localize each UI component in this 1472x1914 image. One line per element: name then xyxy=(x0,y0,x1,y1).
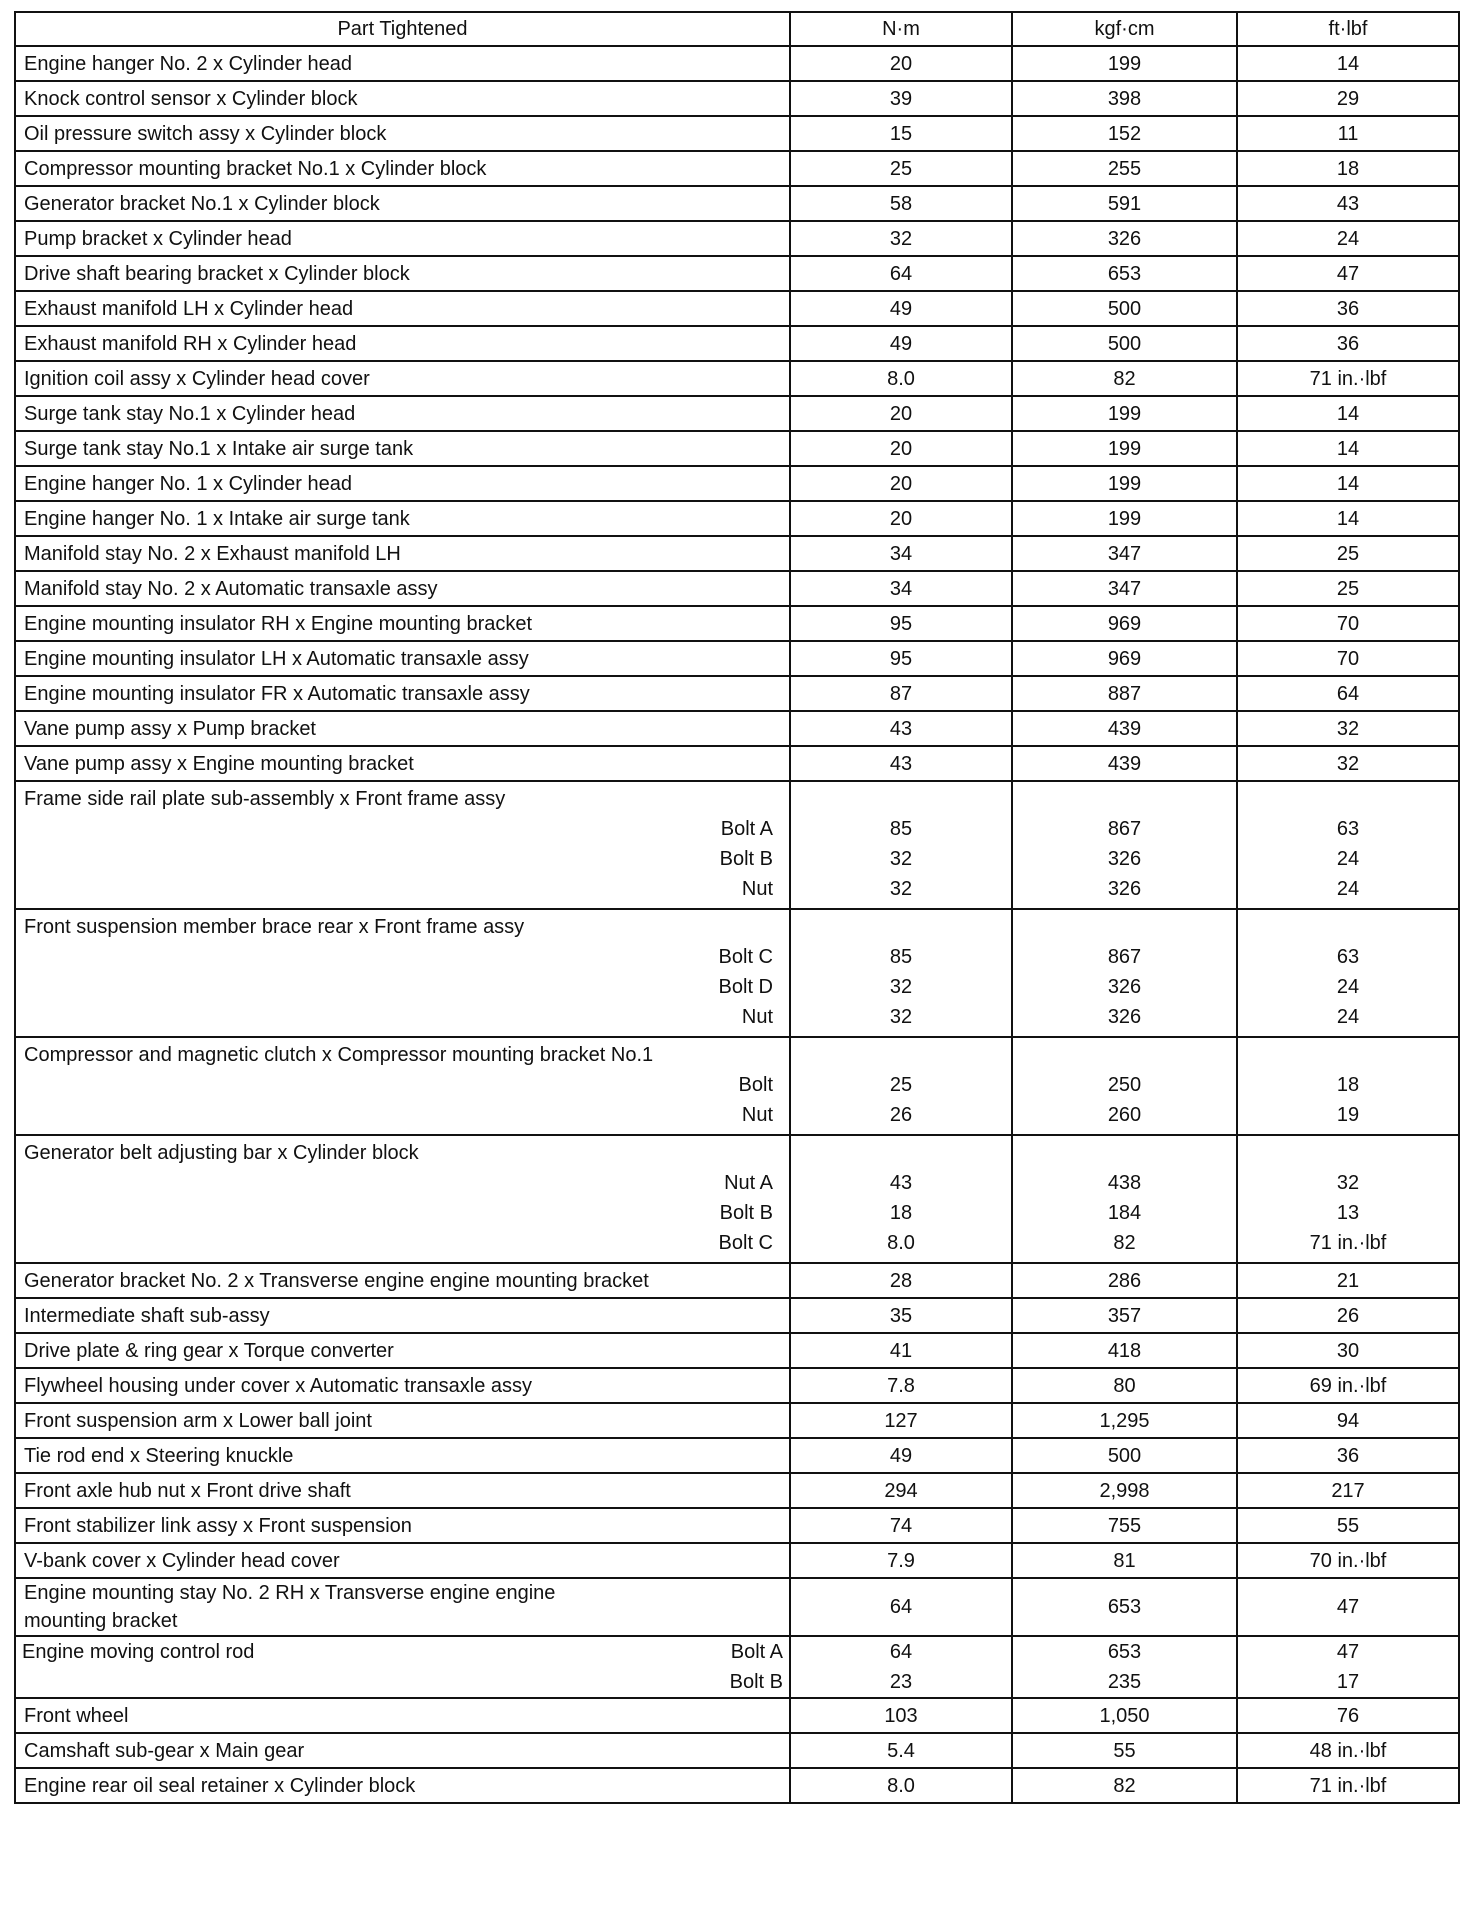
nm-cell: 58 xyxy=(790,186,1012,221)
ft-lbf-value: 24 xyxy=(1336,848,1360,870)
part-cell: Engine mounting insulator LH x Automatic transaxle assy xyxy=(15,641,790,676)
fastener-label-text: Nut xyxy=(741,878,773,900)
fastener-label-text: Bolt B xyxy=(729,1671,783,1693)
ft-lbf-cell: 30 xyxy=(1237,1333,1459,1368)
kgf-cm-cell: 755 xyxy=(1012,1508,1237,1543)
fastener-label xyxy=(24,814,783,844)
part-cell: Intermediate shaft sub-assy xyxy=(15,1298,790,1333)
blank-line xyxy=(1013,784,1236,814)
table-row xyxy=(15,1438,1459,1473)
kgf-cm-cell: 439 xyxy=(1012,746,1237,781)
nm-cell: 74 xyxy=(790,1508,1012,1543)
kgf-cm-cell: 969 xyxy=(1012,606,1237,641)
ft-lbf-cell: 43 xyxy=(1237,186,1459,221)
kgf-cm-cell: 357 xyxy=(1012,1298,1237,1333)
nm-cell: 20 xyxy=(790,396,1012,431)
kgf-cm-value: 867 xyxy=(1107,946,1142,968)
fastener-label-text: Bolt B xyxy=(719,1202,773,1224)
fastener-label xyxy=(24,972,783,1002)
ft-lbf-value: 24 xyxy=(1336,976,1360,998)
ft-lbf-cell: 11 xyxy=(1237,116,1459,151)
table-row xyxy=(15,116,1459,151)
nm-value: 32 xyxy=(889,878,913,900)
group-row xyxy=(15,1037,1459,1135)
ft-lbf-cell: 36 xyxy=(1237,1438,1459,1473)
nm-cell: 15 xyxy=(790,116,1012,151)
part-cell: Ignition coil assy x Cylinder head cover xyxy=(15,361,790,396)
part-cell: Drive shaft bearing bracket x Cylinder block xyxy=(15,256,790,291)
ft-lbf-cell xyxy=(1237,1135,1459,1263)
ft-lbf-cell: 94 xyxy=(1237,1403,1459,1438)
nm-cell: 20 xyxy=(790,501,1012,536)
group-title: Compressor and magnetic clutch x Compressor mounting bracket No.1 xyxy=(24,1044,654,1066)
kgf-cm-cell: 152 xyxy=(1012,116,1237,151)
nm-cell: 87 xyxy=(790,676,1012,711)
group-row xyxy=(15,1135,1459,1263)
ft-lbf-value: 24 xyxy=(1336,1006,1360,1028)
kgf-cm-cell: 969 xyxy=(1012,641,1237,676)
nm-value: 8.0 xyxy=(887,1232,915,1254)
table-row xyxy=(15,256,1459,291)
part-cell: Manifold stay No. 2 x Automatic transaxle assy xyxy=(15,571,790,606)
table-row xyxy=(15,536,1459,571)
table-row xyxy=(15,1473,1459,1508)
nm-cell xyxy=(790,1636,1012,1698)
part-cell: Surge tank stay No.1 x Cylinder head xyxy=(15,396,790,431)
part-cell: Engine mounting insulator FR x Automatic transaxle assy xyxy=(15,676,790,711)
kgf-cm-value: 326 xyxy=(1107,848,1142,870)
kgf-cm-value: 653 xyxy=(1107,1641,1142,1663)
nm-cell: 49 xyxy=(790,291,1012,326)
kgf-cm-value: 438 xyxy=(1107,1172,1142,1194)
nm-value: 43 xyxy=(889,1172,913,1194)
nm-value: 23 xyxy=(889,1671,913,1693)
table-row xyxy=(15,746,1459,781)
ft-lbf-cell: 26 xyxy=(1237,1298,1459,1333)
table-body xyxy=(15,46,1459,1803)
group-part-cell xyxy=(15,1636,790,1698)
nm-cell: 43 xyxy=(790,711,1012,746)
ft-lbf-cell: 70 in.·lbf xyxy=(1237,1543,1459,1578)
group-row xyxy=(15,909,1459,1037)
ft-lbf-value: 24 xyxy=(1336,878,1360,900)
nm-value: 85 xyxy=(889,818,913,840)
kgf-cm-cell: 887 xyxy=(1012,676,1237,711)
ft-lbf-cell xyxy=(1237,1636,1459,1698)
kgf-cm-cell xyxy=(1012,1135,1237,1263)
kgf-cm-cell: 439 xyxy=(1012,711,1237,746)
part-cell: Engine hanger No. 1 x Intake air surge tank xyxy=(15,501,790,536)
ft-lbf-cell: 24 xyxy=(1237,221,1459,256)
fastener-label xyxy=(24,1100,783,1130)
nm-value: 32 xyxy=(889,976,913,998)
kgf-cm-cell: 398 xyxy=(1012,81,1237,116)
kgf-cm-cell: 199 xyxy=(1012,431,1237,466)
kgf-cm-cell xyxy=(1012,781,1237,909)
part-cell: Vane pump assy x Engine mounting bracket xyxy=(15,746,790,781)
part-cell: Compressor mounting bracket No.1 x Cylinder block xyxy=(15,151,790,186)
part-cell: Drive plate & ring gear x Torque converter xyxy=(15,1333,790,1368)
kgf-cm-cell: 199 xyxy=(1012,396,1237,431)
fastener-label-text: Bolt C xyxy=(718,946,773,968)
kgf-cm-cell: 2,998 xyxy=(1012,1473,1237,1508)
fastener-label-text: Nut A xyxy=(724,1172,773,1194)
nm-cell: 8.0 xyxy=(790,361,1012,396)
group-part-cell xyxy=(15,1037,790,1135)
table-row xyxy=(15,291,1459,326)
table-row xyxy=(15,1368,1459,1403)
ft-lbf-cell: 70 xyxy=(1237,606,1459,641)
part-cell: Manifold stay No. 2 x Exhaust manifold LH xyxy=(15,536,790,571)
part-cell: Generator bracket No. 2 x Transverse engine engine mounting bracket xyxy=(15,1263,790,1298)
table-row xyxy=(15,221,1459,256)
ft-lbf-cell: 55 xyxy=(1237,1508,1459,1543)
part-cell: Camshaft sub-gear x Main gear xyxy=(15,1733,790,1768)
blank-line xyxy=(791,784,1011,814)
table-row xyxy=(15,1263,1459,1298)
part-cell: Exhaust manifold LH x Cylinder head xyxy=(15,291,790,326)
part-cell: Flywheel housing under cover x Automatic transaxle assy xyxy=(15,1368,790,1403)
fastener-label xyxy=(24,1002,783,1032)
nm-cell: 103 xyxy=(790,1698,1012,1733)
kgf-cm-value: 326 xyxy=(1107,976,1142,998)
kgf-cm-value: 326 xyxy=(1107,1006,1142,1028)
ft-lbf-cell xyxy=(1237,909,1459,1037)
table-row xyxy=(15,1403,1459,1438)
nm-cell: 5.4 xyxy=(790,1733,1012,1768)
ft-lbf-value: 63 xyxy=(1336,946,1360,968)
nm-cell: 25 xyxy=(790,151,1012,186)
kgf-cm-cell: 653 xyxy=(1012,256,1237,291)
blank-line xyxy=(1013,1040,1236,1070)
fastener-label-text: Nut xyxy=(741,1104,773,1126)
nm-cell: 32 xyxy=(790,221,1012,256)
kgf-cm-cell: 591 xyxy=(1012,186,1237,221)
nm-cell xyxy=(790,1037,1012,1135)
kgf-cm-value: 82 xyxy=(1113,1232,1136,1254)
kgf-cm-cell: 418 xyxy=(1012,1333,1237,1368)
ft-lbf-cell: 14 xyxy=(1237,431,1459,466)
table-row xyxy=(15,1733,1459,1768)
blank-line xyxy=(791,912,1011,942)
ft-lbf-cell: 48 in.·lbf xyxy=(1237,1733,1459,1768)
nm-cell: 20 xyxy=(790,46,1012,81)
part-cell: Pump bracket x Cylinder head xyxy=(15,221,790,256)
group-part-cell xyxy=(15,909,790,1037)
table-row xyxy=(15,606,1459,641)
nm-value: 32 xyxy=(889,1006,913,1028)
nm-value: 25 xyxy=(889,1074,913,1096)
nm-cell xyxy=(790,1135,1012,1263)
nm-cell: 43 xyxy=(790,746,1012,781)
nm-cell: 20 xyxy=(790,431,1012,466)
kgf-cm-cell: 199 xyxy=(1012,466,1237,501)
kgf-cm-cell: 82 xyxy=(1012,361,1237,396)
table-row xyxy=(15,361,1459,396)
part-cell: Generator bracket No.1 x Cylinder block xyxy=(15,186,790,221)
fastener-label-text: Bolt B xyxy=(719,848,773,870)
nm-cell: 294 xyxy=(790,1473,1012,1508)
nm-cell: 35 xyxy=(790,1298,1012,1333)
table-row xyxy=(15,1333,1459,1368)
group-title: Engine moving control rod xyxy=(22,1641,255,1663)
table-row xyxy=(15,431,1459,466)
nm-cell: 41 xyxy=(790,1333,1012,1368)
fastener-label xyxy=(24,1070,783,1100)
fastener-label xyxy=(24,874,783,904)
blank-line xyxy=(791,1040,1011,1070)
ft-lbf-cell: 36 xyxy=(1237,291,1459,326)
nm-value: 26 xyxy=(889,1104,913,1126)
kgf-cm-cell: 199 xyxy=(1012,501,1237,536)
table-row xyxy=(15,326,1459,361)
part-cell: Engine hanger No. 2 x Cylinder head xyxy=(15,46,790,81)
header-ft-lbf: ft·lbf xyxy=(1237,12,1459,46)
kgf-cm-cell: 80 xyxy=(1012,1368,1237,1403)
table-row xyxy=(15,1578,1459,1636)
group-row xyxy=(15,781,1459,909)
ft-lbf-cell: 71 in.·lbf xyxy=(1237,1768,1459,1803)
part-cell: Engine hanger No. 1 x Cylinder head xyxy=(15,466,790,501)
group-title: Generator belt adjusting bar x Cylinder block xyxy=(24,1142,419,1164)
table-row xyxy=(15,571,1459,606)
ft-lbf-value: 32 xyxy=(1336,1172,1360,1194)
nm-cell: 49 xyxy=(790,1438,1012,1473)
nm-value: 18 xyxy=(889,1202,913,1224)
kgf-cm-cell: 500 xyxy=(1012,326,1237,361)
part-cell: Engine mounting insulator RH x Engine mounting bracket xyxy=(15,606,790,641)
ft-lbf-cell: 64 xyxy=(1237,676,1459,711)
kgf-cm-cell xyxy=(1012,909,1237,1037)
ft-lbf-cell: 70 xyxy=(1237,641,1459,676)
nm-cell: 20 xyxy=(790,466,1012,501)
ft-lbf-cell: 14 xyxy=(1237,46,1459,81)
table-row xyxy=(15,1298,1459,1333)
nm-cell: 64 xyxy=(790,1578,1012,1636)
ft-lbf-cell xyxy=(1237,1037,1459,1135)
kgf-cm-cell: 653 xyxy=(1012,1578,1237,1636)
header-row xyxy=(15,12,1459,46)
kgf-cm-cell xyxy=(1012,1636,1237,1698)
blank-line xyxy=(791,1138,1011,1168)
kgf-cm-cell: 55 xyxy=(1012,1733,1237,1768)
part-cell: Vane pump assy x Pump bracket xyxy=(15,711,790,746)
table-row xyxy=(15,1768,1459,1803)
nm-cell: 95 xyxy=(790,606,1012,641)
ft-lbf-cell: 36 xyxy=(1237,326,1459,361)
table-row xyxy=(15,676,1459,711)
ft-lbf-cell: 32 xyxy=(1237,711,1459,746)
table-row xyxy=(15,46,1459,81)
ft-lbf-cell: 25 xyxy=(1237,571,1459,606)
ft-lbf-cell: 29 xyxy=(1237,81,1459,116)
blank-line xyxy=(1238,912,1458,942)
kgf-cm-value: 184 xyxy=(1107,1202,1142,1224)
part-cell: Front stabilizer link assy x Front suspension xyxy=(15,1508,790,1543)
nm-cell: 34 xyxy=(790,536,1012,571)
ft-lbf-value: 63 xyxy=(1336,818,1360,840)
group-title: Frame side rail plate sub-assembly x Front frame assy xyxy=(24,788,506,810)
fastener-label xyxy=(24,1228,783,1258)
kgf-cm-cell: 255 xyxy=(1012,151,1237,186)
kgf-cm-cell: 347 xyxy=(1012,571,1237,606)
kgf-cm-cell: 199 xyxy=(1012,46,1237,81)
kgf-cm-cell: 81 xyxy=(1012,1543,1237,1578)
fastener-label-text: Bolt xyxy=(738,1074,773,1096)
part-cell: Front axle hub nut x Front drive shaft xyxy=(15,1473,790,1508)
ft-lbf-cell: 71 in.·lbf xyxy=(1237,361,1459,396)
ft-lbf-cell: 25 xyxy=(1237,536,1459,571)
part-cell: Oil pressure switch assy x Cylinder block xyxy=(15,116,790,151)
table-row xyxy=(15,81,1459,116)
nm-cell: 7.9 xyxy=(790,1543,1012,1578)
kgf-cm-value: 235 xyxy=(1107,1671,1142,1693)
nm-cell: 7.8 xyxy=(790,1368,1012,1403)
fastener-label xyxy=(24,1168,783,1198)
header-part-tightened: Part Tightened xyxy=(15,12,790,46)
kgf-cm-cell: 286 xyxy=(1012,1263,1237,1298)
nm-cell: 64 xyxy=(790,256,1012,291)
kgf-cm-cell: 500 xyxy=(1012,1438,1237,1473)
table-row xyxy=(15,1543,1459,1578)
ft-lbf-cell: 14 xyxy=(1237,396,1459,431)
nm-cell: 8.0 xyxy=(790,1768,1012,1803)
ft-lbf-value: 17 xyxy=(1336,1671,1360,1693)
nm-cell: 39 xyxy=(790,81,1012,116)
part-cell: Tie rod end x Steering knuckle xyxy=(15,1438,790,1473)
ft-lbf-cell: 217 xyxy=(1237,1473,1459,1508)
header-nm: N·m xyxy=(790,12,1012,46)
fastener-label xyxy=(709,1637,789,1667)
kgf-cm-cell: 326 xyxy=(1012,221,1237,256)
ft-lbf-cell: 76 xyxy=(1237,1698,1459,1733)
group-part-cell xyxy=(15,1135,790,1263)
table-row xyxy=(15,396,1459,431)
ft-lbf-value: 71 in.·lbf xyxy=(1309,1232,1387,1254)
table-row xyxy=(15,501,1459,536)
ft-lbf-cell: 47 xyxy=(1237,256,1459,291)
ft-lbf-cell: 18 xyxy=(1237,151,1459,186)
fastener-label xyxy=(24,844,783,874)
ft-lbf-value: 19 xyxy=(1336,1104,1360,1126)
part-cell: Engine mounting stay No. 2 RH x Transverse engine engine mounting bracket xyxy=(15,1578,790,1636)
kgf-cm-value: 326 xyxy=(1107,878,1142,900)
ft-lbf-cell: 32 xyxy=(1237,746,1459,781)
nm-cell: 49 xyxy=(790,326,1012,361)
nm-value: 64 xyxy=(889,1641,913,1663)
kgf-cm-value: 250 xyxy=(1107,1074,1142,1096)
fastener-label-text: Bolt C xyxy=(718,1232,773,1254)
nm-cell: 127 xyxy=(790,1403,1012,1438)
ft-lbf-cell: 14 xyxy=(1237,501,1459,536)
fastener-label-text: Bolt D xyxy=(718,976,773,998)
nm-value: 85 xyxy=(889,946,913,968)
fastener-label-text: Bolt A xyxy=(730,1641,783,1663)
table-row xyxy=(15,1508,1459,1543)
nm-cell xyxy=(790,909,1012,1037)
nm-value: 32 xyxy=(889,848,913,870)
fastener-label-text: Nut xyxy=(741,1006,773,1028)
ft-lbf-cell xyxy=(1237,781,1459,909)
table-row xyxy=(15,186,1459,221)
fastener-label-text: Bolt A xyxy=(720,818,773,840)
kgf-cm-cell xyxy=(1012,1037,1237,1135)
fastener-label xyxy=(24,942,783,972)
nm-cell xyxy=(790,781,1012,909)
kgf-cm-cell: 82 xyxy=(1012,1768,1237,1803)
ft-lbf-value: 13 xyxy=(1336,1202,1360,1224)
ft-lbf-value: 47 xyxy=(1336,1641,1360,1663)
group-row xyxy=(15,1636,1459,1698)
fastener-label xyxy=(24,1198,783,1228)
kgf-cm-cell: 347 xyxy=(1012,536,1237,571)
blank-line xyxy=(1238,784,1458,814)
nm-cell: 95 xyxy=(790,641,1012,676)
header-kgf-cm: kgf·cm xyxy=(1012,12,1237,46)
part-cell: V-bank cover x Cylinder head cover xyxy=(15,1543,790,1578)
ft-lbf-cell: 21 xyxy=(1237,1263,1459,1298)
blank-line xyxy=(1238,1040,1458,1070)
kgf-cm-cell: 500 xyxy=(1012,291,1237,326)
ft-lbf-cell: 14 xyxy=(1237,466,1459,501)
kgf-cm-value: 260 xyxy=(1107,1104,1142,1126)
kgf-cm-cell: 1,295 xyxy=(1012,1403,1237,1438)
group-part-cell xyxy=(15,781,790,909)
part-cell: Knock control sensor x Cylinder block xyxy=(15,81,790,116)
nm-cell: 28 xyxy=(790,1263,1012,1298)
table-row xyxy=(15,641,1459,676)
kgf-cm-value: 867 xyxy=(1107,818,1142,840)
part-cell: Surge tank stay No.1 x Intake air surge tank xyxy=(15,431,790,466)
nm-cell: 34 xyxy=(790,571,1012,606)
blank-line xyxy=(1238,1138,1458,1168)
kgf-cm-cell: 1,050 xyxy=(1012,1698,1237,1733)
table-row xyxy=(15,151,1459,186)
table-row xyxy=(15,711,1459,746)
ft-lbf-cell: 69 in.·lbf xyxy=(1237,1368,1459,1403)
part-cell: Front suspension arm x Lower ball joint xyxy=(15,1403,790,1438)
table-row xyxy=(15,1698,1459,1733)
part-cell: Exhaust manifold RH x Cylinder head xyxy=(15,326,790,361)
ft-lbf-cell: 47 xyxy=(1237,1578,1459,1636)
part-cell: Engine rear oil seal retainer x Cylinder block xyxy=(15,1768,790,1803)
blank-line xyxy=(1013,1138,1236,1168)
group-title: Front suspension member brace rear x Front frame assy xyxy=(24,916,525,938)
blank-line xyxy=(1013,912,1236,942)
part-cell: Front wheel xyxy=(15,1698,790,1733)
torque-specification-table xyxy=(14,11,1460,1804)
table-row xyxy=(15,466,1459,501)
fastener-label xyxy=(709,1667,789,1697)
ft-lbf-value: 18 xyxy=(1336,1074,1360,1096)
